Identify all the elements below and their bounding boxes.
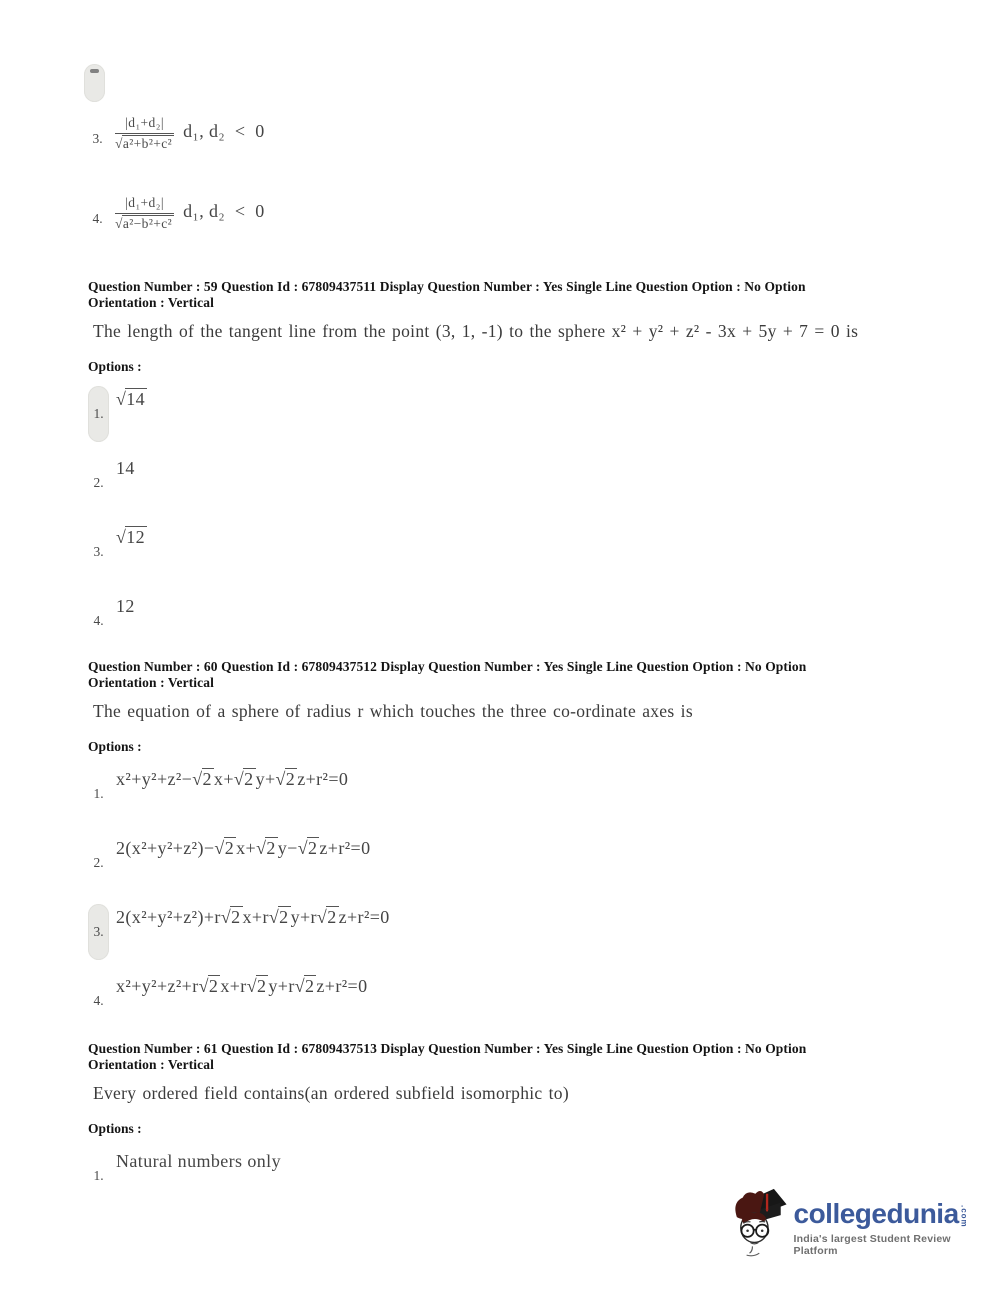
option-marker xyxy=(88,973,109,1029)
question-meta-header xyxy=(88,659,888,690)
option-formula: Natural numbers only xyxy=(116,1151,281,1172)
question-meta-line2: Orientation : Vertical xyxy=(88,294,214,310)
graduate-boy-mascot-icon xyxy=(731,1184,790,1258)
option-marker-label: 4. xyxy=(93,613,104,629)
option-row xyxy=(88,973,888,1029)
option-marker-label: 3. xyxy=(92,131,103,146)
option-marker xyxy=(88,1148,109,1204)
option-marker xyxy=(88,593,109,649)
option-marker-label: 2. xyxy=(93,855,104,871)
option-marker xyxy=(88,455,109,511)
options-label: Options : xyxy=(88,359,142,375)
option-row xyxy=(88,455,888,511)
option-formula: $\frac{\text{|d₁+d₂|}}{\text{√a²+b²+c²}}$ d₁, d₂ < 0 xyxy=(115,115,265,151)
question-59 xyxy=(88,279,888,649)
options-label: Options : xyxy=(88,1121,142,1137)
option-marker xyxy=(87,111,108,167)
option-formula: √14 xyxy=(116,389,146,410)
option-row xyxy=(88,835,888,891)
collegedunia-logo xyxy=(731,1184,993,1258)
option-formula: x²+y²+z²+r√2 x+r√2 y+r√2 z+r²=0 xyxy=(116,976,368,997)
option-marker xyxy=(88,835,109,891)
option-marker-label: 2. xyxy=(93,475,104,491)
question-meta-header xyxy=(88,279,888,310)
question-meta-header xyxy=(88,1041,888,1072)
question-60 xyxy=(88,659,888,1029)
question-61 xyxy=(88,1041,888,1204)
option-marker-label: 1. xyxy=(93,1168,104,1184)
option-marker xyxy=(88,386,109,442)
option-row xyxy=(88,904,888,960)
option-marker-label: 4. xyxy=(92,211,103,226)
option-marker xyxy=(87,191,108,247)
brand-tagline: India's largest Student Review Platform xyxy=(793,1233,951,1257)
option-formula: 2(x²+y²+z²)+r√2 x+r√2 y+r√2 z+r²=0 xyxy=(116,907,390,928)
question-meta-line1: Question Number : 60 Question Id : 67809437512 Display Question Number : Yes Single Line Question Option : No Option xyxy=(88,659,807,674)
cutoff-option-highlight xyxy=(84,64,105,102)
question-meta-line2: Orientation : Vertical xyxy=(88,1056,214,1072)
brand-tld: .com xyxy=(959,1205,969,1228)
options-label: Options : xyxy=(88,739,142,755)
option-formula: 14 xyxy=(116,458,135,479)
option-marker-label: 1. xyxy=(93,786,104,802)
option-marker-label: 1. xyxy=(93,406,104,422)
option-row xyxy=(88,593,888,649)
option-row xyxy=(87,111,507,167)
option-row xyxy=(88,524,888,580)
option-marker-label: 3. xyxy=(93,544,104,560)
option-marker xyxy=(88,766,109,822)
option-formula: x²+y²+z²−√2 x+√2 y+√2 z+r²=0 xyxy=(116,769,349,790)
option-formula: √12 xyxy=(116,527,146,548)
question-meta-line1: Question Number : 59 Question Id : 67809437511 Display Question Number : Yes Single Line Question Option : No Option xyxy=(88,279,806,294)
option-marker-label: 4. xyxy=(93,993,104,1009)
option-marker xyxy=(88,524,109,580)
previous-question-options xyxy=(87,100,507,247)
question-meta-line2: Orientation : Vertical xyxy=(88,674,214,690)
option-formula: 2(x²+y²+z²)−√2 x+√2 y−√2 z+r²=0 xyxy=(116,838,371,859)
option-row xyxy=(88,766,888,822)
option-formula: $\frac{\text{|d₁+d₂|}}{\text{√a²−b²+c²}}$ d₁, d₂ < 0 xyxy=(115,195,265,231)
option-row xyxy=(87,191,507,247)
question-text: Every ordered field contains(an ordered subfield isomorphic to) xyxy=(93,1083,569,1104)
option-row xyxy=(88,386,888,442)
brand-name: collegedunia xyxy=(793,1198,959,1229)
cutoff-option-remnant xyxy=(90,69,99,73)
option-formula: 12 xyxy=(116,596,135,617)
option-marker-label: 3. xyxy=(93,924,104,940)
logo-text xyxy=(794,1200,993,1257)
question-text: The length of the tangent line from the point (3, 1, -1) to the sphere x² + y² + z² - 3x + 5y + 7 = 0 is xyxy=(93,321,859,342)
option-marker xyxy=(88,904,109,960)
question-text: The equation of a sphere of radius r which touches the three co-ordinate axes is xyxy=(93,701,693,722)
question-meta-line1: Question Number : 61 Question Id : 67809437513 Display Question Number : Yes Single Line Question Option : No Option xyxy=(88,1041,807,1056)
